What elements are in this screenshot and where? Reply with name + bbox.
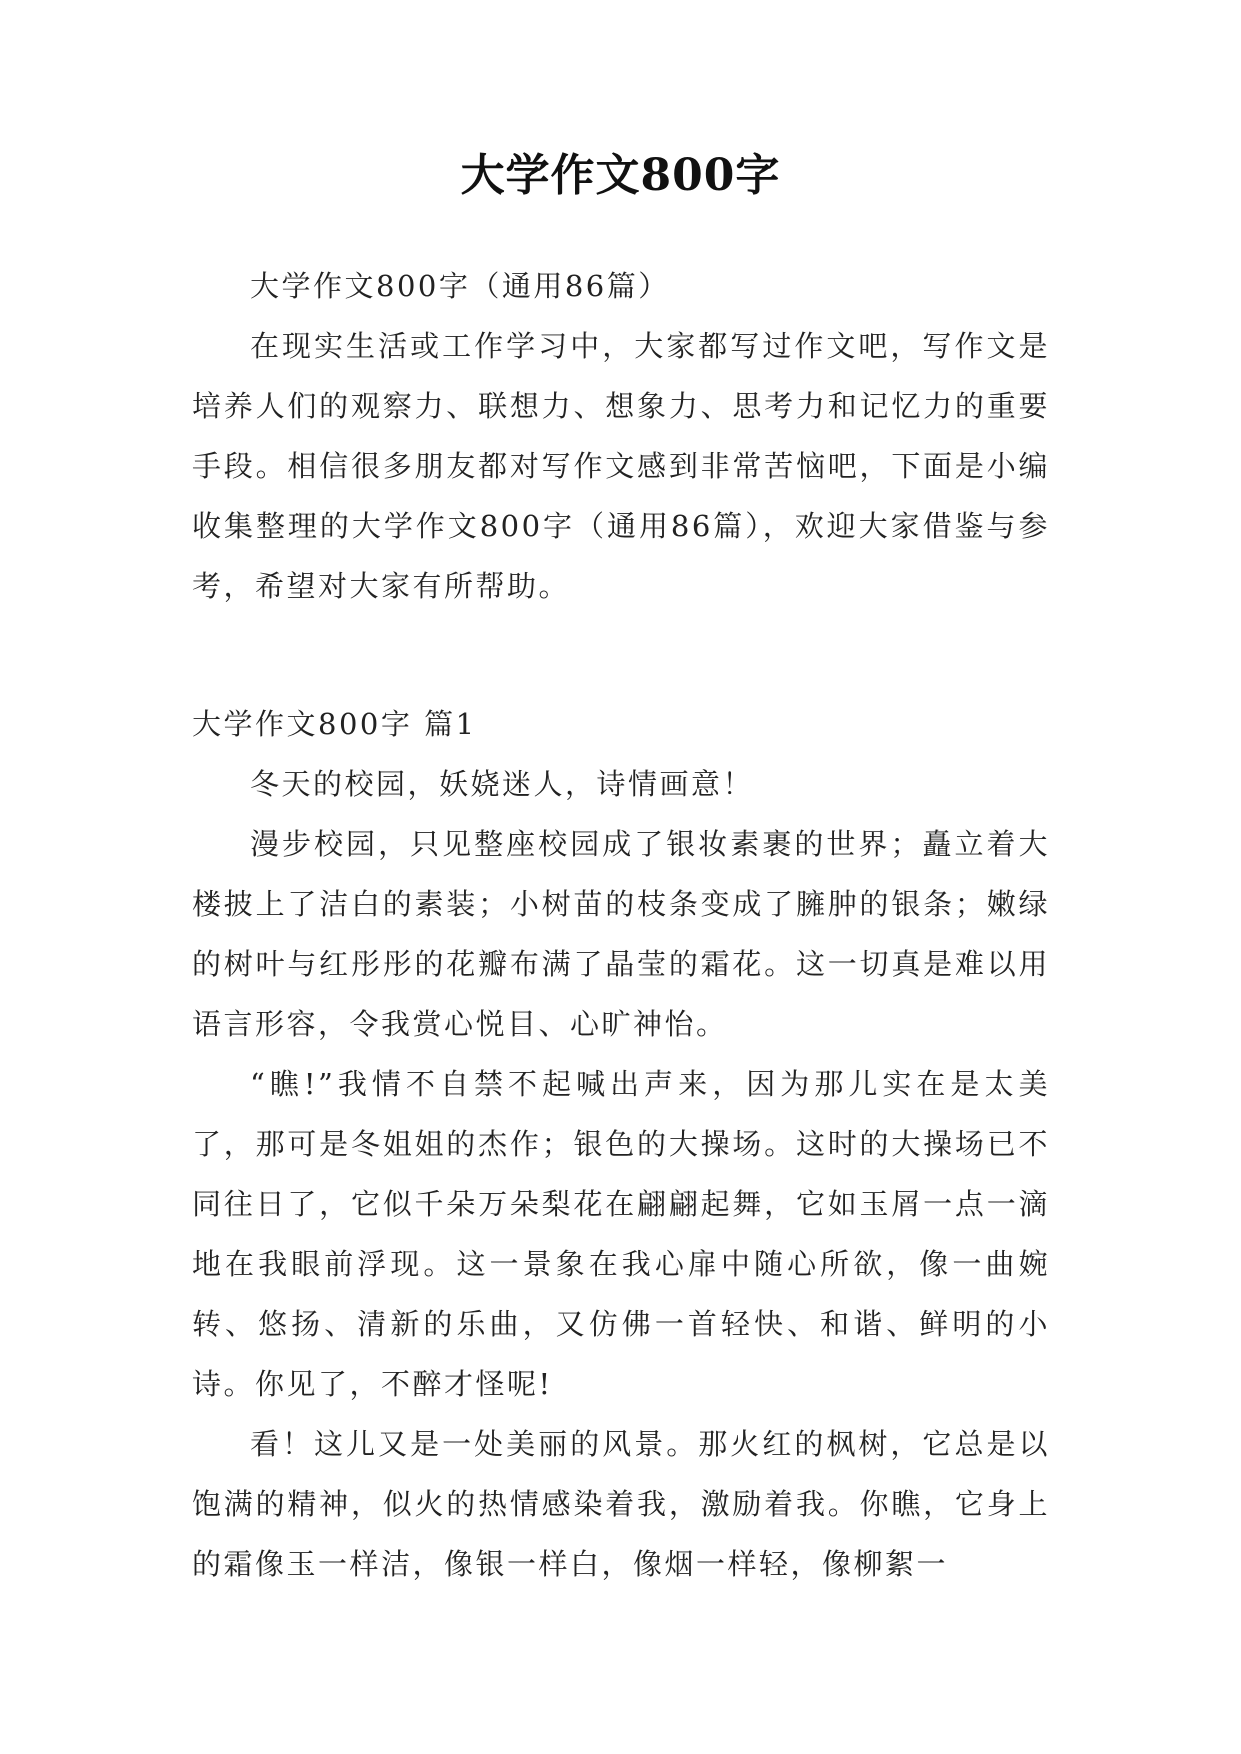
document-title: 大学作文800字 — [460, 150, 781, 201]
document-subtitle-block — [192, 256, 1050, 316]
intro-paragraph: 在现实生活或工作学习中，大家都写过作文吧，写作文是培养人们的观察力、联想力、想象力、思考力和记忆力的重要手段。相信很多朋友都对写作文感到非常苦恼吧，下面是小编收集整理的大学作文800字（通用86篇），欢迎大家借鉴与参考，希望对大家有所帮助。 — [192, 329, 1050, 603]
essay-paragraph-4: 看！这儿又是一处美丽的风景。那火红的枫树，它总是以饱满的精神，似火的热情感染着我，激励着我。你瞧，它身上的霜像玉一样洁，像银一样白，像烟一样轻，像柳絮一 — [192, 1427, 1050, 1581]
essay-paragraph-1: 冬天的校园，妖娆迷人，诗情画意！ — [250, 767, 755, 801]
document-subtitle: 大学作文800字（通用86篇） — [250, 269, 670, 303]
essay-body — [192, 754, 1050, 1594]
intro-block — [192, 316, 1050, 616]
essay-paragraph-2: 漫步校园，只见整座校园成了银妆素裹的世界；矗立着大楼披上了洁白的素装；小树苗的枝条变成了臃肿的银条；嫩绿的树叶与红彤彤的花瓣布满了晶莹的霜花。这一切真是难以用语言形容，令我赏心悦目、心旷神怡。 — [192, 827, 1050, 1041]
section-heading: 大学作文800字 篇1 — [192, 707, 477, 741]
essay-paragraph-3: “瞧!”我情不自禁不起喊出声来，因为那儿实在是太美了，那可是冬姐姐的杰作；银色的大操场。这时的大操场已不同往日了，它似千朵万朵梨花在翩翩起舞，它如玉屑一点一滴地在我眼前浮现。这一景象在我心扉中随心所欲，像一曲婉转、悠扬、清新的乐曲，又仿佛一首轻快、和谐、鲜明的小诗。你见了，不醉才怪呢! — [192, 1067, 1050, 1401]
